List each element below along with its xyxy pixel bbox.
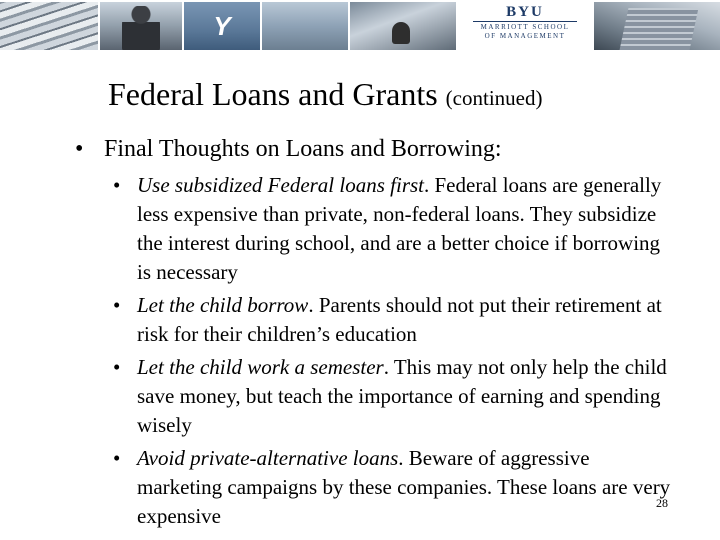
logo-line-1: MARRIOTT SCHOOL bbox=[480, 23, 570, 31]
bullet-marker: • bbox=[113, 446, 121, 470]
bullet-marker: • bbox=[113, 293, 121, 317]
sub-bullet-body: . Beware of aggressive marketing campaigns by these companies. These loans are very expensive bbox=[137, 446, 671, 528]
banner-photo-roof bbox=[0, 2, 98, 50]
sub-bullet-lead: Let the child borrow bbox=[137, 293, 309, 317]
bell-image bbox=[392, 22, 410, 44]
sub-bullet-lead: Use subsidized Federal loans first bbox=[137, 173, 424, 197]
banner-photo-mountain bbox=[184, 2, 260, 50]
logo-line-2: OF MANAGEMENT bbox=[484, 32, 566, 40]
main-bullet-text: Final Thoughts on Loans and Borrowing: bbox=[104, 136, 502, 162]
sub-bullet-subsidized bbox=[113, 171, 678, 287]
bullet-marker: • bbox=[113, 173, 121, 197]
sub-bullet-private-loans bbox=[113, 444, 678, 531]
banner-logo-tile bbox=[458, 2, 592, 50]
slide-title bbox=[108, 74, 542, 118]
banner-photo-bell bbox=[350, 2, 456, 50]
banner-photo-statue bbox=[100, 2, 182, 50]
logo-rule bbox=[473, 21, 577, 22]
byu-logo bbox=[458, 4, 592, 41]
mountain-y-image: Y bbox=[213, 11, 231, 41]
sub-bullet-lead: Avoid private-alternative loans bbox=[137, 446, 399, 470]
bullet-marker: • bbox=[75, 136, 84, 162]
sub-bullet-list bbox=[113, 171, 678, 535]
banner-photo-sky bbox=[262, 2, 348, 50]
building-image bbox=[620, 8, 699, 50]
header-banner bbox=[0, 0, 720, 52]
sub-bullet-child-work bbox=[113, 353, 678, 440]
main-bullet bbox=[75, 134, 692, 164]
statue-image bbox=[122, 6, 160, 50]
sub-bullet-body: . This may not only help the child save money, but teach the importance of earning and spending wisely bbox=[137, 355, 667, 437]
logo-brand: BYU bbox=[506, 4, 544, 20]
bullet-marker: • bbox=[113, 355, 121, 379]
banner-photo-building bbox=[594, 2, 720, 50]
sub-bullet-body: . Federal loans are generally less expensive than private, non-federal loans. They subsidize the interest during school, and are a better choice if borrowing is necessary bbox=[137, 173, 662, 284]
page-number: 28 bbox=[656, 496, 668, 510]
sub-bullet-lead: Let the child work a semester bbox=[137, 355, 384, 379]
title-suffix: (continued) bbox=[445, 86, 543, 110]
sub-bullet-body: . Parents should not put their retirement at risk for their children’s education bbox=[137, 293, 662, 346]
title-main: Federal Loans and Grants bbox=[108, 76, 438, 112]
sub-bullet-child-borrow bbox=[113, 291, 678, 349]
